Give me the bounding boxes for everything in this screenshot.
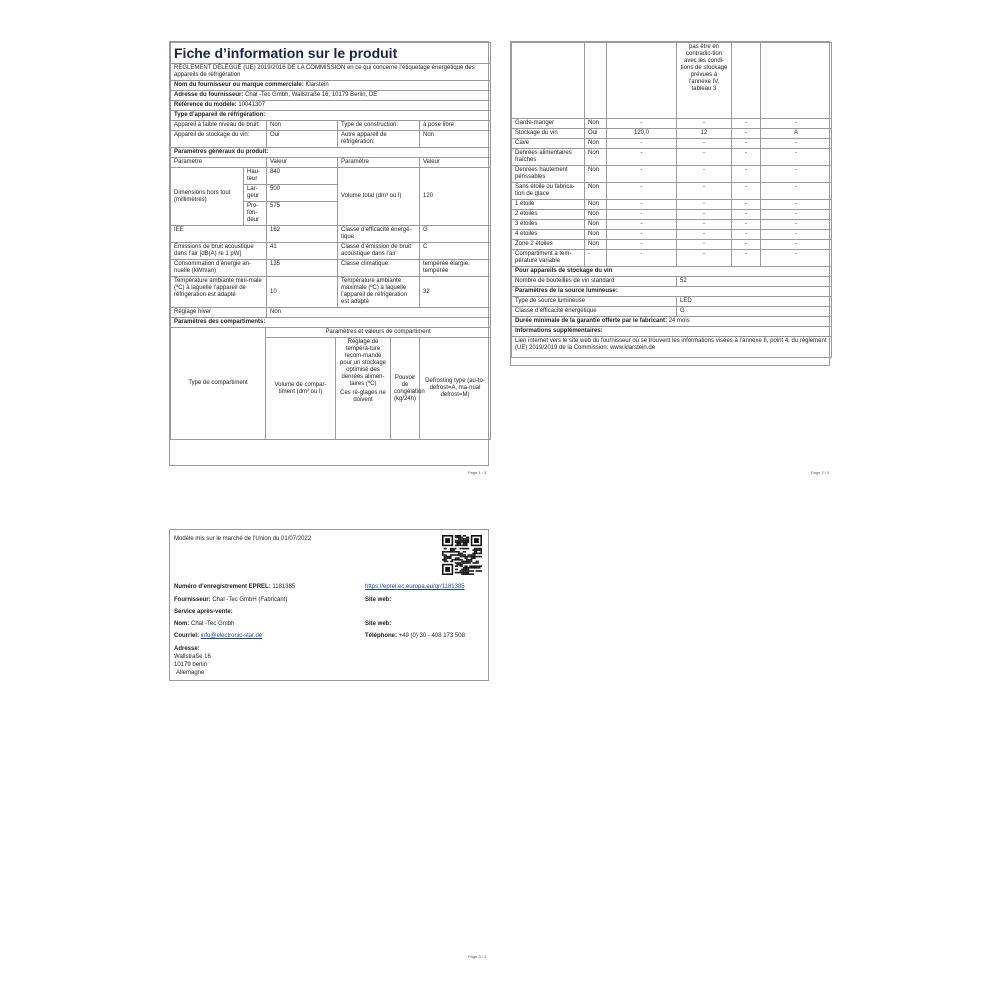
climate-label: Classe climatique: — [338, 260, 420, 277]
compartment-temp: - — [677, 139, 732, 149]
compartment-temp: - — [677, 149, 732, 166]
compartment-row — [512, 250, 832, 267]
noise-class-value: C — [420, 243, 491, 260]
compartment-row — [512, 139, 832, 149]
type-header: Type d’appareil de réfrigération: — [171, 111, 491, 121]
low-noise-label: Appareil à faible niveau de bruit: — [171, 121, 267, 131]
col-param: Paramètre — [171, 158, 267, 168]
compartment-temp: - — [677, 119, 732, 129]
compartment-defrost: - — [761, 210, 832, 220]
compartment-freeze: - — [732, 183, 761, 200]
compartment-defrost: - — [761, 230, 832, 240]
compartment-temp: - — [677, 183, 732, 200]
compartment-present: Non — [585, 240, 607, 250]
compartment-row — [512, 129, 832, 139]
light-header: Paramètres de la source lumineuse: — [512, 287, 832, 297]
address-line-2: 10179 berlin — [174, 662, 208, 668]
supplier-row-3: Fournisseur: Chal -Tec GmbH (Fabricant) — [174, 597, 288, 603]
compartment-volume: - — [607, 139, 677, 149]
compartment-freeze: - — [732, 250, 761, 267]
compartment-name: Compartiment à tem-pérature variable — [512, 250, 585, 267]
height-label: Hau-teur — [244, 168, 267, 185]
climate-value: tempérée élargie, tempérée — [420, 260, 491, 277]
compartment-volume: - — [607, 183, 677, 200]
compartment-defrost: - — [761, 119, 832, 129]
light-class-label: Classe d’efficacité énergétique — [512, 307, 677, 317]
compartment-volume: - — [607, 210, 677, 220]
wine-label: Appareil de stockage du vin: — [171, 131, 267, 148]
compartment-name: Stockage du vin — [512, 129, 585, 139]
winter-label: Réglage hiver — [171, 308, 267, 318]
compartment-present: Non — [585, 119, 607, 129]
min-temp-value: 10 — [267, 277, 338, 308]
compartment-present: Non — [585, 210, 607, 220]
compartment-volume: 120,0 — [607, 129, 677, 139]
compartment-row — [512, 183, 832, 200]
compartment-name: Zone 2 étoiles — [512, 240, 585, 250]
depth-value: 575 — [267, 202, 338, 226]
col-param-2: Paramètre — [338, 158, 420, 168]
comp-defrost-header: Defrosting type (au-to-defrost=A, ma-nual defrost=M) — [420, 338, 491, 440]
compartment-name: 4 étoiles — [512, 230, 585, 240]
product-info-table-1 — [170, 42, 491, 328]
bottles-label: Nombre de bouteilles de vin standard — [512, 277, 677, 287]
website-label: Site web: — [365, 597, 392, 603]
compartment-name: Denrées hautement périssables — [512, 166, 585, 183]
regulation-text: RÈGLEMENT DÉLÉGUÉ (UE) 2019/2016 DE LA COMMISSION en ce qui concerne l’étiquetage énergétique des appareils de réfrigération — [171, 64, 491, 81]
compartment-freeze: - — [732, 166, 761, 183]
compartment-temp: - — [677, 240, 732, 250]
page-1 — [169, 41, 489, 466]
market-date: Modèle mis sur le marché de l’Union du 01/07/2022 — [174, 536, 312, 542]
consumption-value: 135 — [267, 260, 338, 277]
comp-volume-header: Volume de compar-timent (dm³ ou l) — [266, 338, 336, 440]
compartment-row — [512, 240, 832, 250]
low-noise-value: Non — [267, 121, 338, 131]
compartment-freeze: - — [732, 119, 761, 129]
compartment-row — [512, 220, 832, 230]
compartment-defrost: - — [761, 149, 832, 166]
light-class-value: G — [677, 307, 832, 317]
eff-class-label: Classe d’efficacité énergé-tique — [338, 226, 420, 243]
cont-cell-present — [585, 43, 607, 119]
compartment-name: Garde-manger — [512, 119, 585, 129]
email-link[interactable]: info@electronic-star.de — [200, 633, 263, 639]
compartment-present: Oui — [585, 129, 607, 139]
compartments-table — [170, 327, 491, 440]
compartment-freeze: - — [732, 149, 761, 166]
page-number-1: Page 1 / 3 — [468, 470, 487, 475]
height-value: 840 — [267, 168, 338, 185]
compartment-row — [512, 119, 832, 129]
compartments-header: Paramètres des compartiments: — [171, 318, 491, 328]
compartment-present: Non — [585, 200, 607, 210]
compartment-defrost: A — [761, 129, 832, 139]
compartment-defrost: - — [761, 166, 832, 183]
eprel-link[interactable]: https://eprel.ec.europa.eu/qr/1181385 — [365, 584, 465, 590]
comp-temp-header — [336, 338, 391, 440]
volume-value: 120 — [420, 168, 491, 226]
cont-cell-defrost — [761, 43, 832, 119]
consumption-label: Consommation d’énergie an-nuelle (kWh/an) — [171, 260, 267, 277]
warranty-row: Durée minimale de la garantie offerte par le fabricant: 24 mois — [512, 317, 832, 327]
compartment-present: - — [585, 250, 607, 267]
compartment-freeze: - — [732, 240, 761, 250]
compartment-row — [512, 210, 832, 220]
compartment-freeze: - — [732, 200, 761, 210]
compartment-volume: - — [607, 149, 677, 166]
noise-class-label: Classe d’émission de bruit acoustique dans l’air — [338, 243, 420, 260]
address-row: Adresse du fournisseur: Chal -Tec Gmbh, Wallstraße 16, 10179 Berlin, DE — [171, 91, 491, 101]
depth-label: Pro-fon-deur — [244, 202, 267, 226]
width-label: Lar-geur — [244, 185, 267, 202]
supplier-row: Nom du fournisseur ou marque commerciale: Klarstein — [171, 81, 491, 91]
compartment-row — [512, 230, 832, 240]
info-link[interactable]: www.klarstein.de — [610, 345, 656, 351]
col-value: Valeur — [267, 158, 338, 168]
construction-value: à pose libre — [420, 121, 491, 131]
compartment-defrost: - — [761, 250, 832, 267]
compartment-name: Denrées alimentaires fraîches — [512, 149, 585, 166]
wine-header: Pour appareils de stockage du vin — [512, 267, 832, 277]
light-type-label: Type de source lumineuse — [512, 297, 677, 307]
compartment-defrost: - — [761, 183, 832, 200]
winter-value: Non — [267, 308, 491, 318]
width-value: 500 — [267, 185, 338, 202]
comp-freeze-header: Pouvoir de congélation (kg/24h) — [391, 338, 420, 440]
cont-cell-freeze — [732, 43, 761, 119]
max-temp-value: 32 — [420, 277, 491, 308]
compartments-table-cont — [511, 42, 832, 267]
compartment-defrost: - — [761, 240, 832, 250]
compartment-freeze: - — [732, 220, 761, 230]
noise-label: Émissions de bruit acoustique dans l’air [dB(A) re 1 pW] — [171, 243, 267, 260]
website2-label: Site web: — [365, 621, 392, 627]
compartment-present: Non — [585, 149, 607, 166]
comp-temp-note-cont: pas être en contradic-tion avec les condi-tions de stockage prévues à l’annexe IV, tableau 3 — [677, 43, 732, 119]
page-number-3: Page 3 / 3 — [468, 954, 487, 959]
compartment-temp: 12 — [677, 129, 732, 139]
page-number-2: Page 2 / 3 — [811, 470, 830, 475]
compartment-volume: - — [607, 119, 677, 129]
compartment-volume: - — [607, 220, 677, 230]
address-line-3: Allemagne — [176, 670, 205, 676]
eei-label: IEE — [171, 226, 267, 243]
wine-value: Oui — [267, 131, 338, 148]
page-title: Fiche d’information sur le produit — [171, 43, 491, 64]
cont-cell-volume — [607, 43, 677, 119]
compartment-freeze: - — [732, 210, 761, 220]
eprel-row: Numéro d’enregistrement EPREL: 1181385 — [174, 584, 296, 590]
compartment-defrost: - — [761, 139, 832, 149]
comp-temp-note: Ces ré-glages ne doivent — [340, 390, 386, 403]
compartment-temp: - — [677, 166, 732, 183]
compartment-volume: - — [607, 240, 677, 250]
name-row: Nom: Chal -Tec Gmbh — [174, 621, 235, 627]
volume-label: Volume total (dm³ ou l) — [338, 168, 420, 226]
phone-row: Téléphone: +49 (0) 30 - 408 173 508 — [365, 633, 465, 639]
compartment-row — [512, 166, 832, 183]
model-row: Référence du modèle: 10041307 — [171, 101, 491, 111]
address-line-1: Wallstraße 16 — [174, 654, 211, 660]
compartment-temp: - — [677, 210, 732, 220]
dims-label: Dimensions hors tout (millimètres) — [171, 168, 244, 226]
compartment-row — [512, 200, 832, 210]
compartment-freeze: - — [732, 230, 761, 240]
compartment-temp: - — [677, 220, 732, 230]
col-value-2: Valeur — [420, 158, 491, 168]
info-row: Lien internet vers le site web du fournisseur où se trouvent les informations visées à l’annexe II, point 4, du règlement (UE) 2019/2019 de la Commission: www.klarstein.de — [512, 337, 832, 358]
construction-label: Type de construction: — [338, 121, 420, 131]
compartment-temp: - — [677, 200, 732, 210]
service-header: Service après-vente: — [174, 609, 233, 615]
compartment-volume: - — [607, 166, 677, 183]
compartment-name: 3 étoiles — [512, 220, 585, 230]
comp-type-header: Type de compartiment — [171, 328, 266, 440]
max-temp-label: Température ambiante maximale (ºC) à laquelle l’appareil de réfrigération est adapté — [338, 277, 420, 308]
compartment-temp: - — [677, 230, 732, 240]
compartment-present: Non — [585, 220, 607, 230]
compartment-freeze: - — [732, 129, 761, 139]
compartment-present: Non — [585, 230, 607, 240]
comp-params-header: Paramètres et valeurs de compartiment — [266, 328, 491, 338]
qr-code-graphic — [442, 535, 482, 575]
compartment-row — [512, 149, 832, 166]
page-2 — [510, 41, 830, 366]
cont-cell-type — [512, 43, 585, 119]
address-header-3: Adresse: — [174, 646, 200, 652]
compartment-name: Cave — [512, 139, 585, 149]
bottles-value: 52 — [677, 277, 832, 287]
compartment-defrost: - — [761, 220, 832, 230]
compartment-name: 2 étoiles — [512, 210, 585, 220]
min-temp-label: Température ambiante mini-male (ºC) à laquelle l’appareil de réfrigération est adapté — [171, 277, 267, 308]
compartment-freeze: - — [732, 139, 761, 149]
wine-table — [511, 266, 832, 358]
light-type-value: LED — [677, 297, 832, 307]
compartment-present: Non — [585, 166, 607, 183]
page-3 — [169, 529, 489, 681]
other-value: Non — [420, 131, 491, 148]
compartment-present: Non — [585, 139, 607, 149]
noise-value: 41 — [267, 243, 338, 260]
compartment-defrost: - — [761, 200, 832, 210]
compartment-volume: - — [607, 250, 677, 267]
other-label: Autre appareil de réfrigération: — [338, 131, 420, 148]
compartment-name: Sans étoile ou fabrica-tion de glace — [512, 183, 585, 200]
compartment-present: Non — [585, 183, 607, 200]
general-header: Paramètres généraux du produit: — [171, 148, 491, 158]
compartment-name: 1 étoile — [512, 200, 585, 210]
email-row: Courriel: info@electronic-star.de — [174, 633, 263, 639]
comp-temp-text: Réglage de tempéra-ture recom-mandé pour un stockage optimisé des denrées alimen-taires (ºC) — [339, 339, 387, 387]
compartment-volume: - — [607, 200, 677, 210]
qr-code-icon — [442, 535, 482, 580]
info-header: Informations supplémentaires: — [512, 327, 832, 337]
eff-class-value: G — [420, 226, 491, 243]
eei-value: 162 — [267, 226, 338, 243]
compartment-temp: - — [677, 250, 732, 267]
compartment-volume: - — [607, 230, 677, 240]
